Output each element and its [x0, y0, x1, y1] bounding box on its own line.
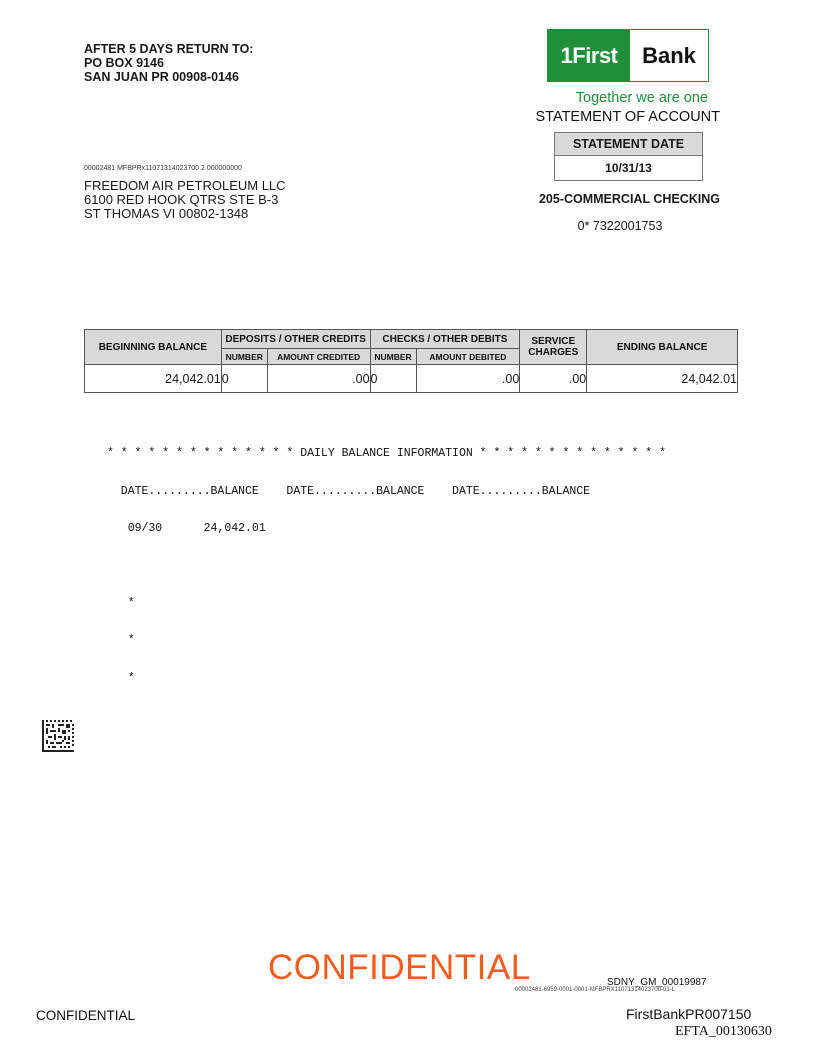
header-deposits: DEPOSITS / OTHER CREDITS: [221, 330, 370, 349]
amount-credited-value: .00: [267, 365, 370, 393]
tagline: Together we are one: [575, 90, 708, 106]
confidential-label: CONFIDENTIAL: [36, 1008, 136, 1023]
balance-summary-table: [84, 329, 738, 393]
daily-balance-star: *: [107, 671, 135, 685]
table-row: [85, 365, 738, 393]
bates-number-sdny: SDNY_GM_00019987: [607, 977, 707, 988]
header-amount-credited: AMOUNT CREDITED: [267, 349, 370, 365]
daily-balance-star: *: [107, 634, 135, 647]
header-ending-balance: ENDING BALANCE: [587, 330, 738, 365]
beginning-balance-value: 24,042.01: [85, 365, 222, 393]
confidential-stamp: CONFIDENTIAL: [268, 948, 531, 987]
firstbank-logo: [547, 29, 709, 82]
daily-balance-star: *: [107, 596, 135, 610]
header-amount-debited: AMOUNT DEBITED: [416, 349, 520, 365]
statement-date-box: [554, 132, 703, 181]
efta-id: EFTA_00130630: [675, 1024, 772, 1039]
header-service-charges: SERVICE CHARGES: [520, 330, 587, 365]
header-checks: CHECKS / OTHER DEBITS: [370, 330, 520, 349]
customer-address: [84, 179, 286, 221]
daily-balance-columns: DATE.........BALANCE DATE.........BALANCE DATE.........BALANCE: [107, 484, 591, 498]
account-type: 205-COMMERCIAL CHECKING: [538, 192, 720, 206]
return-address: [84, 42, 253, 84]
scan-code: 00002481 MFBPRx11071314023700 2 000000000: [84, 165, 242, 172]
check-count: 0: [370, 365, 416, 393]
return-line-3: SAN JUAN PR 00908-0146: [84, 70, 239, 84]
deposit-count: 0: [221, 365, 267, 393]
customer-name: FREEDOM AIR PETROLEUM LLC: [84, 178, 286, 193]
header-check-number: NUMBER: [370, 349, 416, 365]
amount-debited-value: .00: [416, 365, 520, 393]
daily-balance-entry: 09/30 24,042.01: [107, 522, 266, 535]
return-line-2: PO BOX 9146: [84, 56, 164, 70]
service-charges-value: .00: [520, 365, 587, 393]
daily-balance-section: [107, 423, 666, 698]
datamatrix-barcode-icon: [42, 720, 74, 752]
logo-white-part: Bank: [642, 43, 696, 68]
customer-street: 6100 RED HOOK QTRS STE B-3: [84, 192, 279, 207]
statement-date-label: STATEMENT DATE: [555, 133, 702, 156]
account-number: 0* 7322001753: [577, 219, 663, 233]
document-code: 00002481-6959-0001-0001-MFBPRX11071314023700-01-L: [515, 987, 676, 993]
statement-title: STATEMENT OF ACCOUNT: [535, 109, 720, 125]
header-beginning-balance: BEGINNING BALANCE: [85, 330, 222, 365]
daily-balance-header: * * * * * * * * * * * * * * DAILY BALANCE INFORMATION * * * * * * * * * * * * * *: [107, 447, 666, 460]
ending-balance-value: 24,042.01: [587, 365, 738, 393]
logo-green-part: 1First: [548, 30, 630, 81]
statement-date-value: 10/31/13: [605, 161, 652, 175]
firstbank-bates-id: FirstBankPR007150: [626, 1006, 752, 1022]
return-line-1: AFTER 5 DAYS RETURN TO:: [84, 42, 254, 56]
customer-city: ST THOMAS VI 00802-1348: [84, 206, 249, 221]
header-deposit-number: NUMBER: [221, 349, 267, 365]
